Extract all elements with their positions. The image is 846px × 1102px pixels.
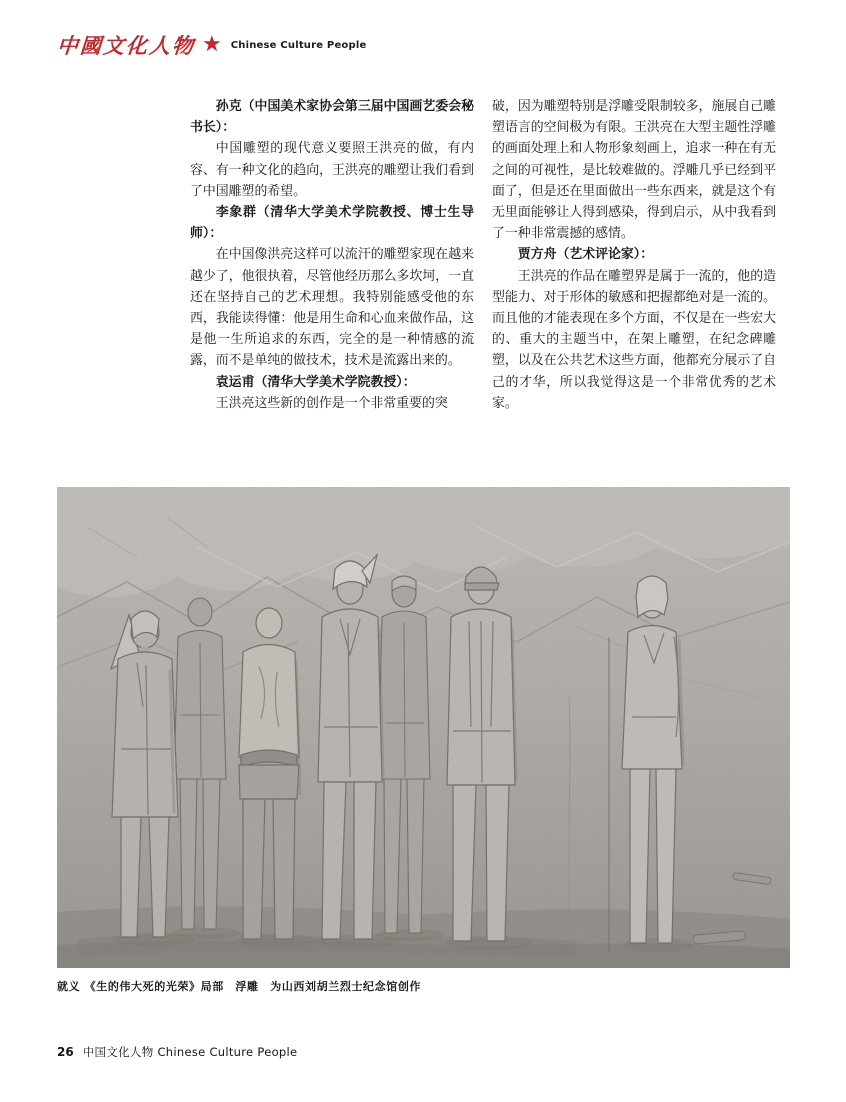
magazine-logo-en: Chinese Culture People: [230, 39, 367, 51]
magazine-logo-cn: 中國文化人物: [56, 33, 196, 58]
quote-paragraph: 破，因为雕塑特别是浮雕受限制较多，施展自己雕塑语言的空间极为有限。王洪亮在大型主题性浮雕的画面处理上和人物形象刻画上，追求一种在有无之间的可视性，是比较难做的。浮雕几乎已经到平面了，但是还在里面做出一些东西来，就是这个有无里面能够让人得到感染，得到启示，从中我看到了一种非常震撼的感情。: [492, 99, 776, 242]
star-icon: ★: [202, 32, 222, 57]
footer-title: 中国文化人物 Chinese Culture People: [82, 1045, 298, 1059]
speaker-heading: 孙克（中国美术家协会第三届中国画艺委会秘书长）：: [190, 99, 474, 136]
quote-paragraph: 在中国像洪亮这样可以流汗的雕塑家现在越来越少了，他很执着，尽管他经历那么多坎坷，一直还在坚持自己的艺术理想。我特别能感受他的东西，我能读得懂：他是用生命和心血来做作品，这是他一生所追求的东西，完全的是一种情感的流露，而不是单纯的做技术，技术是流露出来的。: [190, 247, 474, 369]
speaker-heading: 袁运甫（清华大学美术学院教授）：: [215, 374, 416, 390]
speaker-heading: 贾方舟（艺术评论家）：: [517, 247, 654, 263]
speaker-heading: 李象群（清华大学美术学院教授、博士生导师）：: [190, 205, 474, 242]
page-header: [57, 30, 366, 60]
relief-photo: [57, 487, 790, 968]
artwork-caption: 就义 《生的伟大死的光荣》局部 浮雕 为山西刘胡兰烈士纪念馆创作: [57, 980, 422, 993]
grain-overlay: [57, 487, 790, 968]
quote-paragraph: 王洪亮这些新的创作是一个非常重要的突: [215, 395, 448, 411]
page-footer: [57, 1044, 297, 1060]
artwork-figure: [57, 487, 790, 994]
quote-paragraph: 王洪亮的作品在雕塑界是属于一流的，他的造型能力、对于形体的敏感和把握都绝对是一流的。而且他的才能表现在多个方面，不仅是在一些宏大的、重大的主题当中，在架上雕塑，在纪念碑雕塑，以及在公共艺术这些方面，他都充分展示了自己的才华，所以我觉得这是一个非常优秀的艺术家。: [492, 268, 776, 411]
page-number: 26: [57, 1045, 74, 1059]
quote-paragraph: 中国雕塑的现代意义要照王洪亮的做，有内容、有一种文化的趋向，王洪亮的雕塑让我们看到了中国雕塑的希望。: [190, 141, 474, 199]
text-column-left: [190, 96, 474, 414]
text-column-right: [492, 96, 776, 414]
article-columns: [190, 96, 776, 414]
